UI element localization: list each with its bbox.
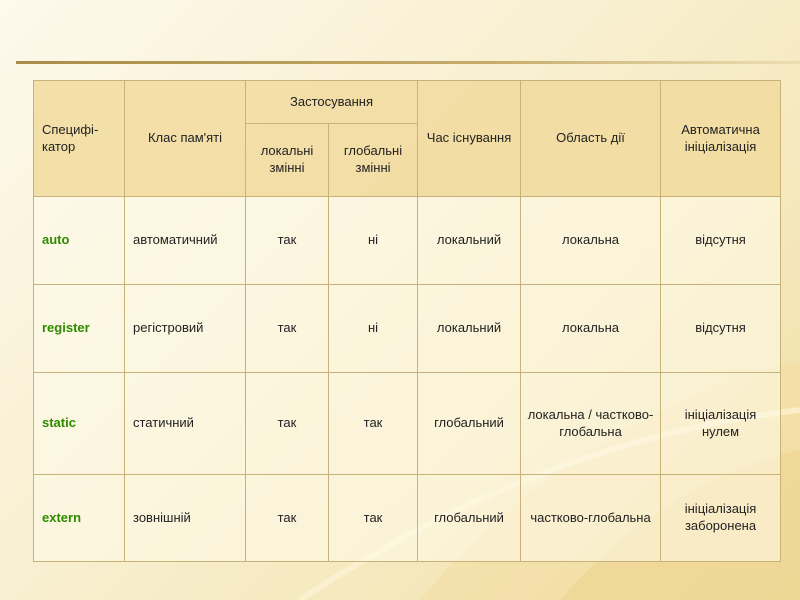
header-usage-global: глобальні змінні: [329, 124, 418, 197]
cell-usage-local: так: [246, 197, 329, 285]
header-usage-local: локальні змінні: [246, 124, 329, 197]
storage-class-table: [33, 80, 781, 562]
cell-usage-local: так: [246, 373, 329, 475]
table-row: [34, 197, 781, 285]
cell-auto-init: відсутня: [661, 285, 781, 373]
cell-lifetime: локальний: [418, 285, 521, 373]
table-row: [34, 373, 781, 475]
cell-lifetime: глобальний: [418, 475, 521, 562]
cell-storage-class: зовнішній: [125, 475, 246, 562]
title-divider: [16, 61, 800, 64]
cell-usage-global: ні: [329, 285, 418, 373]
cell-auto-init: ініціалізація нулем: [661, 373, 781, 475]
table-row: [34, 285, 781, 373]
cell-specifier: extern: [34, 475, 125, 562]
table-row: [34, 475, 781, 562]
cell-specifier: static: [34, 373, 125, 475]
cell-scope: локальна: [521, 285, 661, 373]
cell-usage-local: так: [246, 285, 329, 373]
header-specifier: Специфі-катор: [34, 81, 125, 197]
cell-usage-global: так: [329, 475, 418, 562]
cell-specifier: auto: [34, 197, 125, 285]
cell-lifetime: локальний: [418, 197, 521, 285]
cell-scope: локальна: [521, 197, 661, 285]
cell-specifier: register: [34, 285, 125, 373]
header-lifetime: Час існування: [418, 81, 521, 197]
cell-lifetime: глобальний: [418, 373, 521, 475]
cell-scope: локальна / частково-глобальна: [521, 373, 661, 475]
header-auto-init: Автоматична ініціалізація: [661, 81, 781, 197]
cell-auto-init: відсутня: [661, 197, 781, 285]
cell-storage-class: автоматичний: [125, 197, 246, 285]
cell-usage-global: ні: [329, 197, 418, 285]
header-storage-class: Клас пам'яті: [125, 81, 246, 197]
cell-storage-class: регістровий: [125, 285, 246, 373]
header-scope: Область дії: [521, 81, 661, 197]
cell-auto-init: ініціалізація заборонена: [661, 475, 781, 562]
cell-usage-local: так: [246, 475, 329, 562]
cell-storage-class: статичний: [125, 373, 246, 475]
cell-usage-global: так: [329, 373, 418, 475]
cell-scope: частково-глобальна: [521, 475, 661, 562]
header-usage: Застосування: [246, 81, 418, 124]
